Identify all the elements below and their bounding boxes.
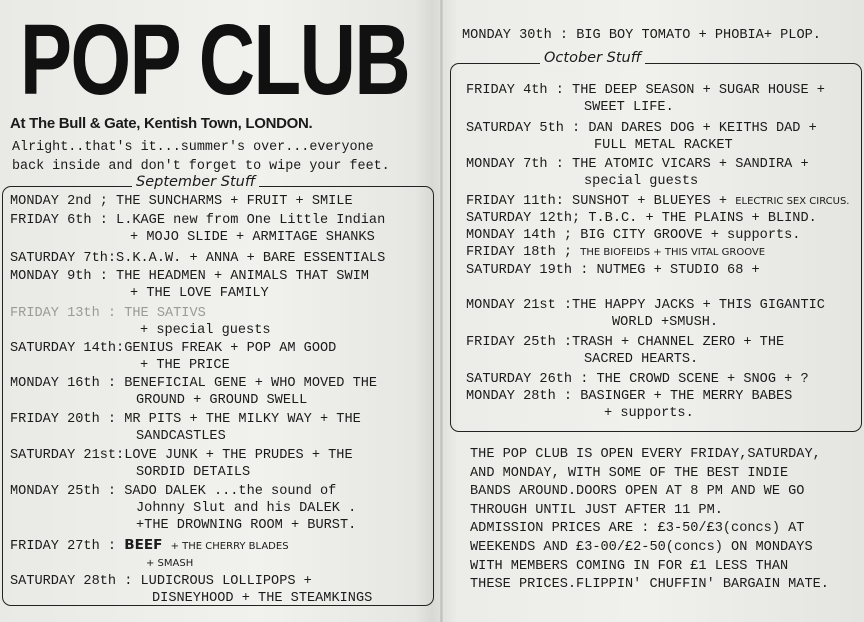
gig-entry [10,340,336,374]
gig-entry [10,212,385,246]
gig-band-handwritten: + THE CHERRY BLADES [170,541,289,552]
gig-line: SANDCASTLES [136,429,226,444]
gig-entry [466,227,800,244]
info-line: AND MONDAY, WITH SOME OF THE BEST INDIE [470,465,789,481]
gig-entry [10,375,377,409]
gig-line: MONDAY 14th ; BIG CITY GROOVE + supports. [466,228,801,243]
gig-entry [466,334,784,368]
gig-line: SATURDAY 14th:GENIUS FREAK + POP AM GOOD [10,341,337,356]
gig-line: + supports. [604,406,694,421]
gig-entry [10,537,289,572]
gig-line: FRIDAY 13th : THE SATIVS [10,306,206,321]
info-line: THESE PRICES.FLIPPIN' CHUFFIN' BARGAIN MATE. [470,577,829,593]
intro-text [12,138,440,176]
gig-line: WORLD +SMUSH. [612,315,719,330]
gig-line: GROUND + GROUND SWELL [136,393,308,408]
gig-line: + THE LOVE FAMILY [130,286,269,301]
gig-line: SATURDAY 12th; T.B.C. + THE PLAINS + BLIND. [466,211,817,226]
gig-line: SACRED HEARTS. [584,352,699,367]
gig-line: FRIDAY 4th : THE DEEP SEASON + SUGAR HOUSE + [466,83,825,98]
gig-entry [10,305,271,339]
gig-entry [10,573,372,607]
info-line: WITH MEMBERS COMING IN FOR £1 LESS THAN [470,558,789,574]
gig-line: SATURDAY 21st:LOVE JUNK + THE PRUDES + THE [10,448,353,463]
info-line: WEEKENDS AND £3-00/£2-50(concs) ON MONDAYS [470,539,813,555]
gig-line: + SMASH [146,558,194,569]
gig-line: FRIDAY 18th ; [466,245,573,260]
info-line: THE POP CLUB IS OPEN EVERY FRIDAY,SATURDAY, [470,447,821,462]
gig-entry [10,250,385,267]
intro-line: Alright..that's it...summer's over...everyone [12,140,374,155]
gig-line: SATURDAY 7th:S.K.A.W. + ANNA + BARE ESSENTIALS [10,251,386,266]
gig-entry [466,210,817,227]
club-info [470,446,860,595]
gig-line: special guests [584,174,699,189]
gig-line: MONDAY 7th : THE ATOMIC VICARS + SANDIRA + [466,157,809,172]
gig-line: SATURDAY 19th : NUTMEG + STUDIO 68 + [466,263,760,278]
intro-line: back inside and don't forget to wipe your feet. [12,159,390,174]
gig-entry [10,483,356,534]
gig-line: SATURDAY 5th : DAN DARES DOG + KEITHS DAD + [466,121,817,136]
gig-line: SATURDAY 28th : LUDICROUS LOLLIPOPS + [10,574,312,589]
gig-entry [466,82,825,116]
gig-entry [466,193,849,210]
gig-band-handwritten: BEEF [124,537,163,553]
gig-entry [466,262,760,279]
gig-entry [466,297,825,331]
gig-line: +THE DROWNING ROOM + BURST. [136,518,357,533]
gig-line: + THE PRICE [140,358,230,373]
gig-line: MONDAY 25th : SADO DALEK ...the sound of [10,484,337,499]
gig-band-handwritten: THE BIOFEIDS + THIS VITAL GROOVE [580,247,766,258]
gig-entry [10,411,361,445]
gig-line: + special guests [140,323,271,338]
gig-line: FRIDAY 11th: SUNSHOT + BLUEYES + [466,194,728,209]
september-heading: September Stuff [132,174,259,190]
flyer-title: POP CLUB [20,4,410,116]
gig-line: DISNEYHOOD + THE STEAMKINGS [152,591,373,606]
gig-line: SWEET LIFE. [584,100,674,115]
gig-line: SORDID DETAILS [136,465,251,480]
october-heading: October Stuff [540,50,645,66]
gig-line: MONDAY 28th : BASINGER + THE MERRY BABES [466,389,793,404]
gig-band-handwritten: ELECTRIC SEX CIRCUS. [735,196,850,207]
gig-line: MONDAY 2nd ; THE SUNCHARMS + FRUIT + SMILE [10,194,353,209]
info-line: BANDS AROUND.DOORS OPEN AT 8 PM AND WE GO [470,484,805,500]
gig-entry [466,371,809,388]
info-line: ADMISSION PRICES ARE : £3-50/£3(concs) AT [470,521,805,537]
late-september-gig: MONDAY 30th : BIG BOY TOMATO + PHOBIA+ PLOP. [462,28,821,43]
gig-line: MONDAY 9th : THE HEADMEN + ANIMALS THAT SWIM [10,269,369,284]
gig-entry [10,193,353,210]
gig-line: FRIDAY 25th :TRASH + CHANNEL ZERO + THE [466,335,785,350]
gig-entry [466,120,817,154]
center-fold [440,0,443,622]
gig-entry [466,244,765,261]
gig-entry [10,447,353,481]
gig-line: FRIDAY 27th : [10,539,125,554]
gig-line: MONDAY 16th : BENEFICIAL GENE + WHO MOVED THE [10,376,378,391]
gig-line: Johnny Slut and his DALEK . [136,501,357,516]
gig-entry [466,156,809,190]
gig-line: + MOJO SLIDE + ARMITAGE SHANKS [130,230,375,245]
gig-line: SATURDAY 26th : THE CROWD SCENE + SNOG + ? [466,372,809,387]
gig-line: MONDAY 21st :THE HAPPY JACKS + THIS GIGANTIC [466,298,825,313]
gig-line: FRIDAY 20th : MR PITS + THE MILKY WAY + THE [10,412,361,427]
venue-subtitle: At The Bull & Gate, Kentish Town, LONDON. [10,115,313,132]
gig-line: FRIDAY 6th : L.KAGE new from One Little Indian [10,213,386,228]
gig-line: FULL METAL RACKET [594,138,733,153]
info-line: THROUGH UNTIL JUST AFTER 11 PM. [470,502,723,518]
gig-entry [10,268,369,302]
gig-entry [466,388,792,422]
